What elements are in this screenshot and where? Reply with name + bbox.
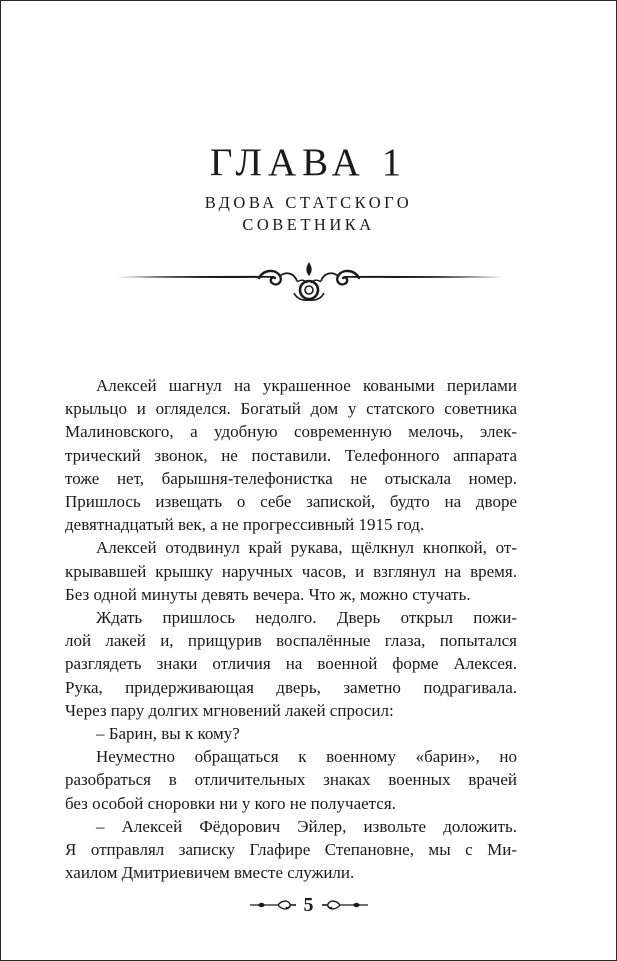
text-line: тоже нет, барышня-телефонистка не отыскала номер.: [65, 468, 517, 488]
text-line: хаилом Дмитриевичем вместе служили.: [65, 863, 355, 883]
text-line: девятнадцатый век, а не прогрессивный 1915 год.: [65, 515, 425, 535]
body-text: [65, 374, 517, 884]
flourish-left-icon: [248, 897, 298, 913]
page-number: 5: [303, 894, 314, 916]
text-line: – Алексей Фёдорович Эйлер, извольте доложить.: [96, 816, 517, 836]
chapter-subtitle: [1, 192, 616, 236]
text-line: крыльцо и огляделся. Богатый дом у статского советника: [65, 399, 517, 419]
text-line: разглядеть знаки отличия на военной форме Алексея.: [65, 654, 517, 674]
flourish-right-icon: [320, 897, 370, 913]
text-line: Через пару долгих мгновений лакей спросил:: [65, 700, 394, 720]
chapter-subtitle-line: ВДОВА СТАТСКОГО: [204, 193, 413, 212]
chapter-title: ГЛАВА 1: [209, 141, 408, 184]
text-line: Ждать пришлось недолго. Дверь открыл пожи-: [96, 608, 517, 628]
text-line: Неуместно обращаться к военному «барин», но: [96, 747, 517, 767]
text-line: крывавшей крышку наручных часов, и взглянул на время.: [65, 561, 517, 581]
text-line: без особой сноровки ни у кого не получается.: [65, 793, 396, 813]
text-line: трический звонок, не поставили. Телефонного аппарата: [65, 445, 517, 465]
page-footer: [1, 893, 616, 917]
text-line: Алексей шагнул на украшенное коваными перилами: [96, 376, 517, 395]
text-line: – Барин, вы к кому?: [96, 724, 240, 744]
text-line: Пришлось извещать о себе запиской, будто на дворе: [65, 492, 517, 512]
text-line: Без одной минуты девять вечера. Что ж, можно стучать.: [65, 584, 471, 604]
chapter-subtitle-line: СОВЕТНИКА: [242, 215, 375, 234]
text-line: лой лакей и, прищурив воспалённые глаза, попытался: [65, 631, 517, 651]
text-line: Я отправлял записку Глафире Степановне, мы с Ми-: [65, 840, 517, 860]
ornament-divider-icon: [114, 259, 504, 305]
text-line: Малиновского, а удобную современную мелочь, элек-: [65, 422, 517, 442]
text-line: Рука, придерживающая дверь, заметно подрагивала.: [65, 677, 517, 697]
text-line: Алексей отодвинул край рукава, щёлкнул кнопкой, от-: [96, 538, 517, 558]
text-line: разобраться в отличительных знаках военных врачей: [65, 770, 517, 790]
